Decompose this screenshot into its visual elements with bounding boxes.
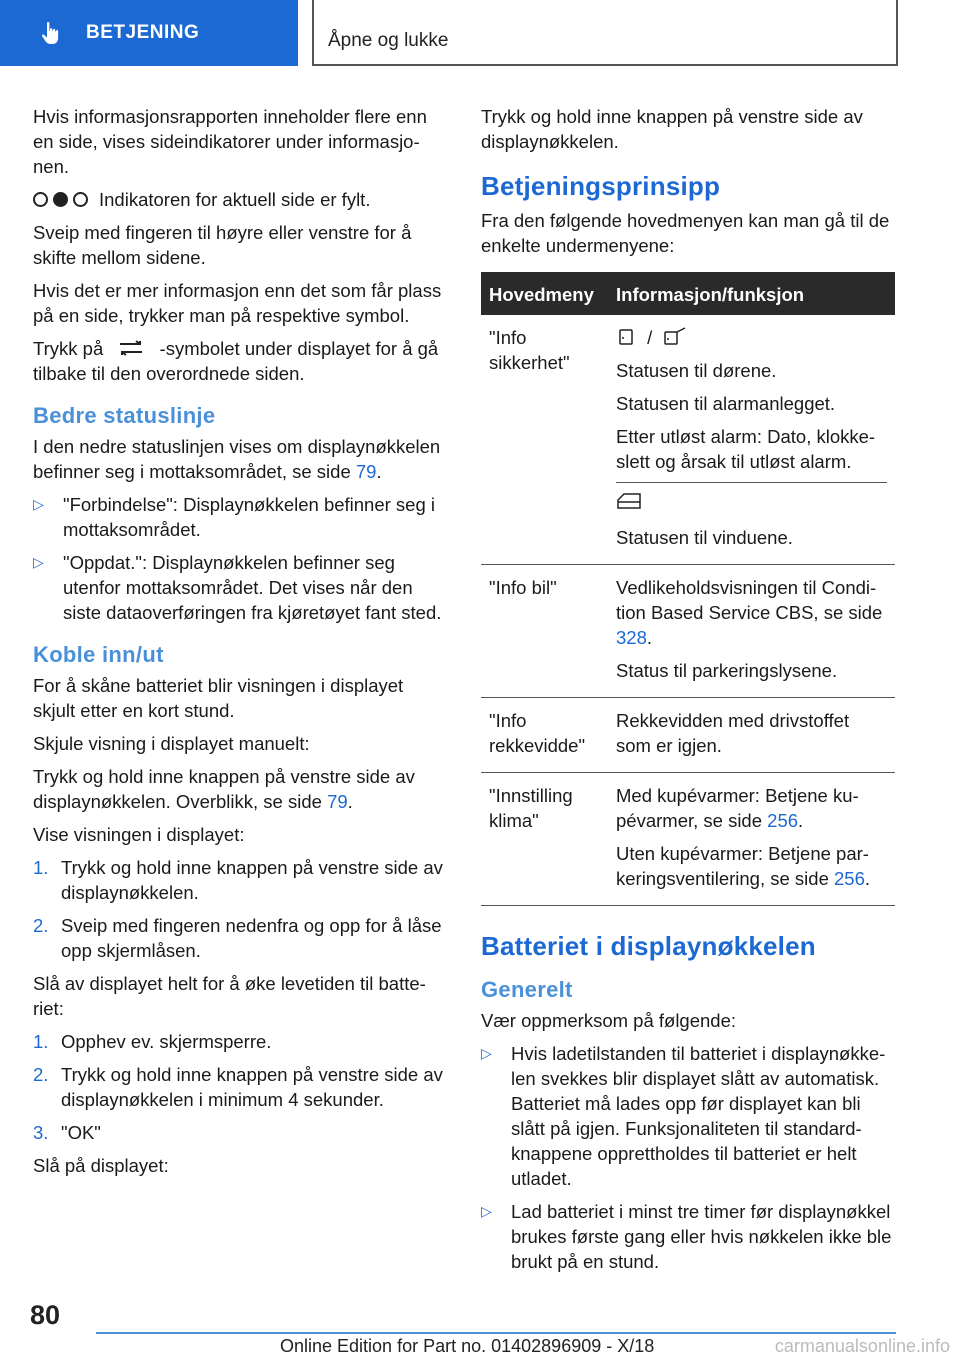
cell-text: Status til parkeringslysene. bbox=[616, 660, 838, 681]
footer-divider bbox=[96, 1332, 896, 1334]
hand-pointer-icon bbox=[38, 20, 64, 46]
paragraph: For å skåne batteriet blir visningen i displayet skjult etter en kort stund. bbox=[33, 675, 404, 721]
menu-table bbox=[481, 272, 895, 906]
paragraph: Sveip med fingeren til høyre eller venstre for å skifte mellom sidene. bbox=[33, 222, 412, 268]
empty-circle-icon bbox=[33, 192, 48, 207]
text-fragment: Uten kupévarmer: Betjene parkeringsventilering, se side bbox=[616, 843, 869, 889]
text-fragment: I den nedre statuslinjen vises om displaynøkkelen befinner seg i mottaksområdet, se side bbox=[33, 436, 441, 482]
paragraph: Hvis det er mer informasjon enn det som får plass på en side, trykker man på respektive symbol. bbox=[33, 280, 442, 326]
list-item-text: "OK" bbox=[61, 1122, 101, 1143]
list-item bbox=[33, 1062, 445, 1112]
bullet-marker: ▷ bbox=[481, 1045, 492, 1061]
section-label: BETJENING bbox=[86, 22, 200, 43]
list-item-text: "Forbindelse": Displaynøkkelen befinner seg i mottaksområdet. bbox=[63, 494, 436, 540]
chapter-title: Åpne og lukke bbox=[328, 30, 449, 51]
table-cell bbox=[608, 315, 895, 565]
icon-row bbox=[616, 325, 887, 350]
list-item bbox=[33, 492, 445, 542]
list-number: 2. bbox=[33, 1064, 49, 1085]
list-item-text: Trykk og hold inne knappen på venstre side av displaynøkkelen. bbox=[61, 857, 443, 903]
table-row bbox=[481, 565, 895, 698]
table-cell bbox=[608, 565, 895, 698]
text-fragment: Vedlikeholdsvisningen til Condition Based Service CBS, se side bbox=[616, 577, 883, 623]
list-item bbox=[33, 855, 445, 905]
list-number: 1. bbox=[33, 1031, 49, 1052]
door-open-icon bbox=[663, 327, 689, 347]
separator: / bbox=[647, 327, 653, 348]
table-header-info-function: Informasjon/funksjon bbox=[608, 272, 895, 315]
list-item bbox=[481, 1041, 895, 1191]
list-number: 1. bbox=[33, 857, 49, 878]
page-link[interactable]: 328 bbox=[616, 627, 647, 648]
page-link[interactable]: 256 bbox=[834, 868, 865, 889]
paragraph: Hvis informasjonsrapporten inneholder flere enn en side, vises sideindikatorer under informasjonen. bbox=[33, 106, 427, 177]
window-icon bbox=[616, 491, 642, 511]
list-item-text: Opphev ev. skjermsperre. bbox=[61, 1031, 272, 1052]
list-item-text: Trykk og hold inne knappen på venstre side av displaynøkkelen i minimum 4 sekunder. bbox=[61, 1064, 443, 1110]
section-heading: Betjeningsprinsipp bbox=[481, 171, 721, 201]
indicator-text: Indikatoren for aktuell side er fylt. bbox=[99, 189, 371, 210]
cell-text: Statusen til vinduene. bbox=[616, 527, 793, 548]
table-cell: "Info sikkerhet" bbox=[481, 315, 608, 565]
list-item bbox=[33, 913, 445, 963]
table-cell: "Info bil" bbox=[481, 565, 608, 698]
cell-text: Med kupévarmer: Betjene kupévarmer, se side 256. bbox=[616, 785, 859, 831]
list-item-text: Lad batteriet i minst tre timer før displaynøkkel brukes første gang eller hvis nøkkelen ikke ble brukt på en stund. bbox=[511, 1201, 892, 1272]
paragraph: Vær oppmerksom på følgende: bbox=[481, 1010, 737, 1031]
empty-circle-icon bbox=[73, 192, 88, 207]
list-item-text: Sveip med fingeren nedenfra og opp for å låse opp skjermlåsen. bbox=[61, 915, 442, 961]
chapter-title-box bbox=[312, 0, 898, 66]
bullet-marker: ▷ bbox=[481, 1203, 492, 1219]
table-row bbox=[481, 315, 895, 565]
paragraph: Slå på displayet: bbox=[33, 1155, 169, 1176]
list-item bbox=[33, 1120, 445, 1145]
bullet-marker: ▷ bbox=[33, 496, 44, 512]
page-header bbox=[0, 0, 960, 66]
cell-text: Statusen til dørene. bbox=[616, 360, 777, 381]
cell-text: Etter utløst alarm: Dato, klokkeslett og årsak til utløst alarm. bbox=[616, 426, 876, 472]
list-item-text: Hvis ladetilstanden til batteriet i displaynøkkelen svekkes blir displayet slått av automatisk. Batteriet må lades opp før displayet kan bli slått på igjen. Funksjonaliteten til standardknappene opprettholdes til batteriet er helt utladet. bbox=[511, 1043, 886, 1189]
door-closed-icon bbox=[616, 327, 636, 347]
paragraph: Trykk og hold inne knappen på venstre side av displaynøkkelen. bbox=[481, 106, 863, 152]
sub-cell bbox=[616, 482, 887, 550]
list-number: 3. bbox=[33, 1122, 49, 1143]
edition-text: Online Edition for Part no. 01402896909 - X/18 bbox=[280, 1336, 655, 1356]
text-fragment: Trykk på bbox=[33, 338, 104, 359]
cell-text: Uten kupévarmer: Betjene parkeringsventilering, se side 256. bbox=[616, 843, 871, 889]
bullet-marker: ▷ bbox=[33, 554, 44, 570]
table-cell: "Info rekkevidde" bbox=[481, 698, 608, 773]
cell-text: Rekkevidden med drivstoffet som er igjen. bbox=[616, 710, 850, 756]
table-cell bbox=[608, 773, 895, 906]
section-heading: Koble inn/ut bbox=[33, 642, 164, 667]
filled-circle-icon bbox=[53, 192, 68, 207]
paragraph: Slå av displayet helt for å øke levetiden til batteriet: bbox=[33, 973, 426, 1019]
page-link[interactable]: 79 bbox=[327, 791, 348, 812]
section-heading: Bedre statuslinje bbox=[33, 403, 216, 428]
list-item bbox=[33, 1029, 445, 1054]
section-tab bbox=[0, 0, 298, 66]
text-fragment: Trykk og hold inne knappen på venstre side av displaynøkkelen. Overblikk, se side bbox=[33, 766, 415, 812]
paragraph: Vise visningen i displayet: bbox=[33, 824, 245, 845]
table-cell bbox=[608, 698, 895, 773]
cell-text: Vedlikeholdsvisningen til Condition Based Service CBS, se side 328. bbox=[616, 577, 883, 648]
watermark: carmanualsonline.info bbox=[774, 1336, 950, 1356]
text-fragment: -symbolet under displayet for å gå tilbake til den overordnede siden. bbox=[33, 338, 439, 384]
table-header-row bbox=[481, 272, 895, 315]
table-header-main-menu: Hovedmeny bbox=[481, 272, 608, 315]
table-cell: "Innstilling klima" bbox=[481, 773, 608, 906]
icon-row bbox=[616, 491, 887, 517]
table-row bbox=[481, 698, 895, 773]
subsection-heading: Generelt bbox=[481, 977, 573, 1002]
paragraph: Skjule visning i displayet manuelt: bbox=[33, 733, 310, 754]
list-number: 2. bbox=[33, 915, 49, 936]
page-number: 80 bbox=[30, 1300, 61, 1330]
page-indicator-row bbox=[33, 187, 445, 212]
list-item bbox=[33, 550, 445, 625]
paragraph: I den nedre statuslinjen vises om displaynøkkelen befinner seg i mottaksområdet, se side 79. bbox=[33, 436, 441, 482]
text-fragment: Med kupévarmer: Betjene kupévarmer, se side bbox=[616, 785, 859, 831]
list-item-text: "Oppdat.": Displaynøkkelen befinner seg utenfor mottaksområdet. Det vises når den siste dataoverføringen fra kjøretøyet fant sted. bbox=[63, 552, 442, 623]
page-link[interactable]: 79 bbox=[355, 461, 377, 482]
page-link[interactable]: 256 bbox=[767, 810, 799, 831]
list-item bbox=[481, 1199, 895, 1274]
section-heading: Batteriet i displaynøkkelen bbox=[481, 931, 816, 961]
cell-text: Statusen til alarmanlegget. bbox=[616, 393, 836, 414]
table-row bbox=[481, 773, 895, 906]
right-column bbox=[481, 104, 895, 1282]
left-column bbox=[33, 104, 445, 1186]
paragraph: Trykk og hold inne knappen på venstre side av displaynøkkelen. Overblikk, se side 79. bbox=[33, 766, 415, 812]
back-arrow-icon bbox=[114, 339, 148, 357]
paragraph bbox=[33, 336, 445, 386]
paragraph: Fra den følgende hovedmenyen kan man gå til de enkelte undermenyene: bbox=[481, 210, 890, 256]
